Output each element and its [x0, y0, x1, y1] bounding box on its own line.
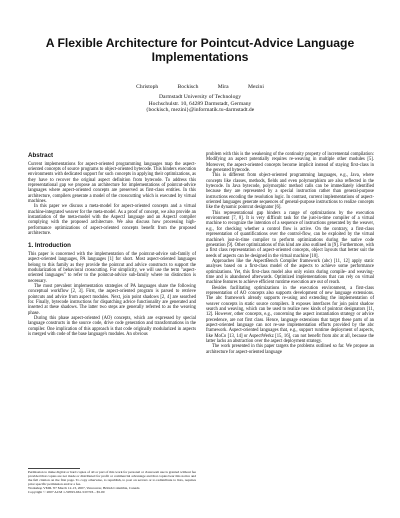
author-names: Christoph Bockisch Mira Mezini — [136, 84, 264, 90]
footnote-divider — [28, 468, 80, 469]
author-email: {bockisch, mezini}@informatik.tu-darmstadt.de — [145, 107, 255, 114]
copyright-footnote — [28, 470, 196, 494]
author-address: Hochschulstr. 10, 64289 Darmstadt, Germany — [148, 100, 252, 107]
intro-paragraph: The most prevalent implementation strategies of PA languages share the following conceptual workflow [2, 3]. First, the aspect-oriented program is parsed to retrieve pointcuts and advice from aspect modules. Next, join point shadows [2, 4] are searched for. Finally, bytecode instructions for dispatching advice functionality are generated and inserted at these shadows. The latter two steps are generally referred to as the weaving phase. — [28, 283, 196, 316]
body-paragraph: Approaches like the AspectBench Compiler framework (abc) [11, 12] apply static analyses based on a first-class model of the aspects to achieve some performance optimizations. Yet, this first-class model also only exists during compile- and weaving-time and is abandoned afterwards. Optimized implementations that can rely on virtual machine features to achieve efficient runtime execution are out of reach. — [206, 258, 374, 286]
title-line-1: A Flexible Architecture for Pointcut-Advice Language — [45, 36, 355, 50]
body-paragraph: The work presented in this paper targets the problems outlined so far. We propose an architecture for aspect-oriented language — [206, 344, 374, 355]
abstract-paragraph: Current implementations for aspect-oriented programming languages map the aspect-oriented concepts of source programs to object-oriented bytecode. This hinders execution environments with dedicated support for such concepts in applying their optimizations, as they have to recover the original aspect definition from bytecode. To address this representational gap we propose an architecture for implementations of pointcut-advice languages where aspect-oriented concepts are preserved as first-class entities. In this architecture, compilers generate a model of the crosscutting which is executed by virtual machines. — [28, 161, 196, 204]
author-affiliation: Darmstadt University of Technology — [159, 94, 241, 101]
intro-paragraph: During this phase aspect-oriented (AO) concepts, which are expressed by special language constructs in the source code, drive code generation and transformations in the compiler. One implication of this approach is that code originally modularized in aspects is merged with code of the base language's modules. An obvious — [28, 315, 196, 337]
title-line-2: Implementations — [151, 50, 249, 64]
body-paragraph: This representational gap hinders a range of optimizations by the execution environment [7, 8]. It is very difficult task for the just-in-time compiler of a virtual machine to recognize the intention of a sequence of instructions generated by the weaver, e.g., for checking whether a control flow is active. On the contrary, a first-class representation of quantifications over the control-flow, can be exploited by the virtual machine's just-in-time compiler to perform optimizations during the native code generation [9]. Other optimizations of this kind are also outlined in [9]. Furthermore, with a first class representation of aspect-oriented concepts, object layouts that better suit the needs of aspects can be designed in the virtual machine [10]. — [206, 210, 374, 259]
copyright-line: Copyright © 2007 ACM 1-59593-661-5/07/03... $5.00 — [28, 490, 105, 494]
workshop-line: Workshop VMIL '07 March 12-13, 2007, Vancouver, British Columbia, Canada — [28, 486, 140, 490]
permission-notice: Permission to make digital or hard copies of all or part of this work for personal or classroom use is granted without fee provided that copies are not made or distributed for profit or commercial advantage and that copies bear this notice and the full citation on the first page. To copy otherwise, to republish, to post on servers or to redistribute to lists, requires prior specific permission and/or a fee. — [28, 470, 196, 486]
intro-paragraph: This paper is concerned with the implementation of the pointcut-advice sub-family of aspect-oriented languages, PA languages [1] for short. Most aspect-oriented languages belong to this family as they provide the pointcut and advice constructs to support the modularization of behavioral crosscutting. For simplicity, we will use the term "aspect-oriented languages" to refer to the pointcut-advice sub-family where no distinction is necessary. — [28, 251, 196, 284]
left-column — [28, 152, 196, 337]
body-paragraph: This is different from object-oriented programming languages, e.g., Java, where concepts like classes, methods, fields and even polymorphism are also reflected in the bytecode. In Java bytecode, polymorphic method calls can be immediately identified because they are represented by a special instruction rather than general-purpose instructions encoding the resolution logic. In contrast, current implementations of aspect-oriented languages generate sequences of general-purpose instructions to realize concepts like the dynamic pointcut designator [6]. — [206, 173, 374, 211]
right-column — [206, 152, 374, 355]
introduction-heading: 1. Introduction — [28, 242, 71, 250]
paper-title — [20, 36, 380, 64]
body-paragraph: problem with this is the weakening of the continuity property of incremental compilation: Modifying an aspect potentially requires re-weaving in multiple other modules [5]. Moreover, the aspect-oriented concepts become implicit instead of staying first-class in the generated bytecode. — [206, 152, 374, 174]
abstract-heading: Abstract — [28, 152, 54, 159]
author-block — [100, 84, 300, 114]
abstract-paragraph: In this paper we discuss a meta-model for aspect-oriented concepts and a virtual machine-integrated weaver for the meta-model. As a proof of concept, we also provide an instantiation of the meta-model with the AspectJ language and an AspectJ compiler complying with the proposed architecture. We also discuss how processing high-performance optimizations of aspect-oriented concepts benefit from the proposed architecture. — [28, 204, 196, 236]
body-paragraph: Besides facilitating optimizations in the execution environment, a first-class representation of AO concepts also supports development of new language extensions. The abc framework already supports re-using and extending the implementation of weaver concepts in static source compilers. It exposes interfaces for join point shadow search and weaving, which can be used to realize new kinds of pointcut designators [11, 12]. However, other concepts, e.g., concerning the aspect instantiation strategy or advice precedence, are not first class. Hence, language extensions that target these parts of an aspect-oriented language can not re-use implementation efforts provided by the abc framework. Aspect-oriented languages that, e.g., support runtime deployment of aspects, like MoCo [13, 14] or AspectWerkz [15, 16], can not benefit from abc at all, because the latter lacks an abstraction over the aspect deployment strategy. — [206, 285, 374, 345]
